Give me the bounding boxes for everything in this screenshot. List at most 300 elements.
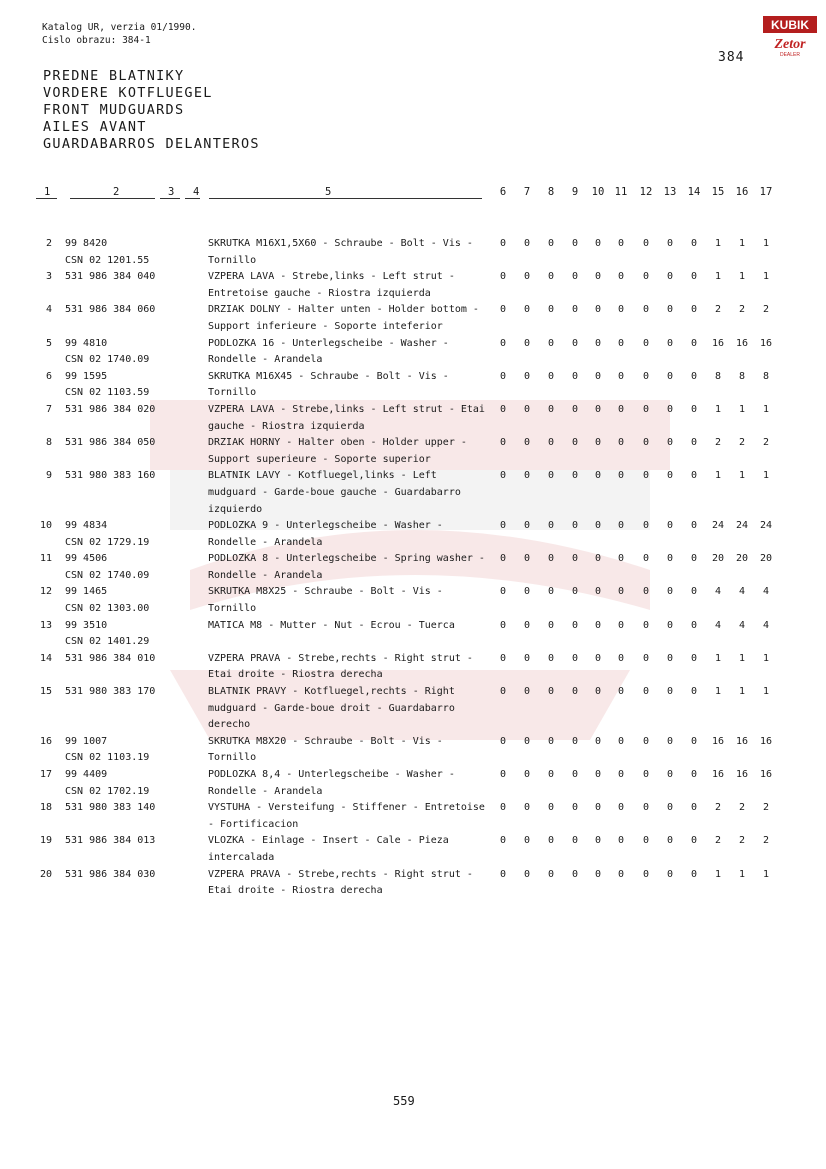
quantity-cell: 0 <box>571 686 579 698</box>
quantity-cell: 0 <box>690 619 698 631</box>
quantity-cell: 0 <box>571 735 579 747</box>
quantity-cell: 0 <box>617 271 625 283</box>
quantity-cell: 8 <box>762 370 770 382</box>
quantity-cell: 1 <box>762 686 770 698</box>
quantity-cell: 0 <box>666 619 674 631</box>
part-description: SKRUTKA M8X25 - Schraube - Bolt - Vis - Tornillo <box>208 586 443 615</box>
row-position-number: 11 <box>39 553 52 565</box>
part-number: 531 986 384 013 <box>65 835 156 847</box>
quantity-cell: 0 <box>690 735 698 747</box>
standard-number: CSN 02 1729.19 <box>65 536 150 548</box>
quantity-cell: 0 <box>499 835 507 847</box>
part-description: SKRUTKA M16X45 - Schraube - Bolt - Vis - Tornillo <box>208 370 449 399</box>
part-number: 99 4810 <box>65 337 108 349</box>
quantity-cell: 8 <box>738 370 746 382</box>
quantity-cell: 0 <box>642 403 650 415</box>
part-description: VZPERA PRAVA - Strebe,rechts - Right strut - Etai droite - Riostra derecha <box>208 652 473 681</box>
part-description: PODLOZKA 8,4 - Unterlegscheibe - Washer - Rondelle - Arandela <box>208 769 455 797</box>
quantity-cell: 0 <box>642 619 650 631</box>
quantity-cell: 2 <box>714 835 722 847</box>
standard-number: CSN 02 1303.00 <box>65 603 150 615</box>
quantity-cell: 0 <box>523 652 531 664</box>
quantity-cell: 0 <box>594 403 602 415</box>
quantity-cell: 0 <box>666 553 674 565</box>
table-row <box>0 551 826 584</box>
quantity-cell: 0 <box>571 271 579 283</box>
quantity-cell: 16 <box>735 769 749 781</box>
column-header-10: 10 <box>591 186 605 198</box>
quantity-cell: 0 <box>594 802 602 814</box>
column-underline <box>209 198 482 199</box>
row-position-number: 3 <box>45 271 52 283</box>
quantity-cell: 0 <box>690 470 698 482</box>
quantity-cell: 0 <box>547 403 555 415</box>
part-description: PODLOZKA 16 - Unterlegscheibe - Washer - Rondelle - Arandela <box>208 337 449 366</box>
part-description: VLOZKA - Einlage - Insert - Cale - Pieza intercalada <box>208 835 449 863</box>
quantity-cell: 0 <box>523 769 531 781</box>
quantity-cell: 0 <box>690 337 698 349</box>
quantity-cell: 16 <box>759 735 773 747</box>
quantity-cell: 0 <box>499 370 507 382</box>
quantity-cell: 0 <box>690 652 698 664</box>
row-position-number: 2 <box>45 238 52 249</box>
part-number: 99 4834 <box>65 520 108 532</box>
quantity-cell: 0 <box>617 553 625 565</box>
table-row <box>0 833 826 866</box>
figure-code: 384 <box>718 50 745 65</box>
quantity-cell: 0 <box>594 769 602 781</box>
part-number: 99 1007 <box>65 735 108 747</box>
logo-zetor-text: Zetor <box>774 37 806 52</box>
quantity-cell: 1 <box>738 271 746 283</box>
quantity-cell: 0 <box>499 337 507 349</box>
quantity-cell: 0 <box>642 470 650 482</box>
quantity-cell: 0 <box>642 835 650 847</box>
quantity-cell: 4 <box>762 586 770 598</box>
part-description: VZPERA LAVA - Strebe,links - Left strut - Entretoise gauche - Riostra izquierda <box>208 271 455 299</box>
quantity-cell: 0 <box>617 619 625 631</box>
quantity-cell: 0 <box>523 619 531 631</box>
logo-dealer-text: DEALER <box>779 52 801 58</box>
quantity-cell: 0 <box>690 553 698 565</box>
image-number: Cislo obrazu: 384-1 <box>42 35 151 46</box>
quantity-cell: 1 <box>762 652 770 664</box>
quantity-cell: 0 <box>666 238 674 249</box>
part-number: 531 986 384 040 <box>65 271 156 283</box>
quantity-cell: 1 <box>714 271 722 283</box>
row-position-number: 15 <box>39 686 52 698</box>
table-row <box>0 584 826 617</box>
table-row <box>0 402 826 435</box>
part-number: 99 4409 <box>65 769 108 781</box>
part-number: 99 8420 <box>65 238 108 249</box>
quantity-cell: 0 <box>499 437 507 449</box>
quantity-cell: 0 <box>594 835 602 847</box>
column-underline <box>36 198 57 199</box>
quantity-cell: 0 <box>617 652 625 664</box>
quantity-cell: 0 <box>571 802 579 814</box>
quantity-cell: 0 <box>617 304 625 316</box>
quantity-cell: 0 <box>547 271 555 283</box>
quantity-cell: 1 <box>762 403 770 415</box>
quantity-cell: 0 <box>547 304 555 316</box>
quantity-cell: 0 <box>523 370 531 382</box>
quantity-cell: 0 <box>617 835 625 847</box>
column-header-3: 3 <box>168 186 175 198</box>
quantity-cell: 1 <box>762 470 770 482</box>
quantity-cell: 0 <box>617 868 625 880</box>
quantity-cell: 24 <box>711 520 725 532</box>
quantity-cell: 1 <box>738 470 746 482</box>
part-description: DRZIAK DOLNY - Halter unten - Holder bottom - Support inferieure - Soporte inteferior <box>208 304 479 332</box>
quantity-cell: 0 <box>690 586 698 598</box>
part-number: 99 3510 <box>65 619 108 631</box>
quantity-cell: 0 <box>594 271 602 283</box>
quantity-cell: 0 <box>499 802 507 814</box>
quantity-cell: 2 <box>738 802 746 814</box>
quantity-cell: 0 <box>499 769 507 781</box>
quantity-cell: 0 <box>571 586 579 598</box>
quantity-cell: 0 <box>666 470 674 482</box>
quantity-cell: 1 <box>762 271 770 283</box>
quantity-cell: 0 <box>523 835 531 847</box>
quantity-cell: 0 <box>666 304 674 316</box>
part-description: SKRUTKA M8X20 - Schraube - Bolt - Vis - Tornillo <box>208 735 443 764</box>
quantity-cell: 1 <box>738 652 746 664</box>
part-description: PODLOZKA 8 - Unterlegscheibe - Spring washer - Rondelle - Arandela <box>208 553 485 581</box>
quantity-cell: 0 <box>690 769 698 781</box>
standard-number: CSN 02 1103.19 <box>65 752 150 764</box>
row-position-number: 18 <box>39 802 52 814</box>
quantity-cell: 0 <box>690 238 698 249</box>
quantity-cell: 0 <box>547 553 555 565</box>
quantity-cell: 0 <box>617 802 625 814</box>
quantity-cell: 0 <box>547 337 555 349</box>
quantity-cell: 16 <box>735 337 749 349</box>
quantity-cell: 24 <box>759 520 773 532</box>
part-number: 99 1465 <box>65 586 108 598</box>
column-header-8: 8 <box>547 186 555 198</box>
table-row <box>0 684 826 734</box>
quantity-cell: 20 <box>711 553 725 565</box>
part-description: SKRUTKA M16X1,5X60 - Schraube - Bolt - Vis - Tornillo <box>208 238 473 266</box>
quantity-cell: 0 <box>571 652 579 664</box>
quantity-cell: 0 <box>666 271 674 283</box>
quantity-cell: 0 <box>594 370 602 382</box>
quantity-cell: 0 <box>523 868 531 880</box>
quantity-cell: 0 <box>547 868 555 880</box>
quantity-cell: 0 <box>594 586 602 598</box>
part-description: MATICA M8 - Mutter - Nut - Ecrou - Tuerca <box>208 619 455 631</box>
table-row <box>0 734 826 767</box>
quantity-cell: 0 <box>666 437 674 449</box>
part-number: 99 1595 <box>65 370 108 382</box>
part-number: 99 4506 <box>65 553 108 565</box>
quantity-cell: 0 <box>690 403 698 415</box>
quantity-cell: 0 <box>499 520 507 532</box>
column-header-12: 12 <box>639 186 653 198</box>
quantity-cell: 4 <box>738 619 746 631</box>
row-position-number: 12 <box>39 586 52 598</box>
quantity-cell: 0 <box>666 835 674 847</box>
logo-kubik-text: KUBIK <box>771 18 809 32</box>
row-position-number: 7 <box>45 403 52 415</box>
quantity-cell: 0 <box>499 686 507 698</box>
quantity-cell: 0 <box>642 553 650 565</box>
quantity-cell: 0 <box>499 868 507 880</box>
quantity-cell: 0 <box>523 271 531 283</box>
quantity-cell: 0 <box>571 769 579 781</box>
quantity-cell: 20 <box>735 553 749 565</box>
quantity-cell: 0 <box>594 520 602 532</box>
quantity-cell: 0 <box>523 553 531 565</box>
part-number: 531 986 384 060 <box>65 304 156 316</box>
quantity-cell: 16 <box>735 735 749 747</box>
quantity-cell: 0 <box>547 769 555 781</box>
quantity-cell: 0 <box>642 520 650 532</box>
quantity-cell: 0 <box>666 868 674 880</box>
quantity-cell: 2 <box>738 835 746 847</box>
row-position-number: 10 <box>39 520 52 532</box>
quantity-cell: 0 <box>666 520 674 532</box>
quantity-cell: 24 <box>735 520 749 532</box>
row-position-number: 9 <box>45 470 52 482</box>
quantity-cell: 0 <box>617 470 625 482</box>
quantity-cell: 0 <box>499 735 507 747</box>
catalog-version: Katalog UR, verzia 01/1990. <box>42 22 197 33</box>
table-row <box>0 767 826 800</box>
quantity-cell: 4 <box>762 619 770 631</box>
quantity-cell: 0 <box>523 437 531 449</box>
column-header-9: 9 <box>571 186 579 198</box>
quantity-cell: 4 <box>714 619 722 631</box>
row-position-number: 17 <box>39 769 52 781</box>
parts-list <box>0 236 826 900</box>
standard-number: CSN 02 1103.59 <box>65 387 150 399</box>
part-description: BLATNIK LAVY - Kotfluegel,links - Left mudguard - Garde-boue gauche - Guardabarro izquierdo <box>208 470 461 515</box>
quantity-cell: 0 <box>617 686 625 698</box>
quantity-cell: 0 <box>571 835 579 847</box>
quantity-cell: 0 <box>523 686 531 698</box>
table-row <box>0 336 826 369</box>
table-row <box>0 867 826 900</box>
quantity-cell: 0 <box>594 470 602 482</box>
quantity-cell: 0 <box>666 652 674 664</box>
quantity-cell: 0 <box>617 769 625 781</box>
table-row <box>0 435 826 468</box>
part-number: 531 980 383 170 <box>65 686 156 698</box>
quantity-cell: 0 <box>547 652 555 664</box>
quantity-cell: 0 <box>523 238 531 249</box>
part-description: BLATNIK PRAVY - Kotfluegel,rechts - Right mudguard - Garde-boue droit - Guardabarro derecho <box>208 686 455 731</box>
quantity-cell: 0 <box>666 403 674 415</box>
table-row <box>0 302 826 335</box>
column-header-15: 15 <box>711 186 725 198</box>
quantity-cell: 2 <box>762 802 770 814</box>
quantity-cell: 0 <box>547 470 555 482</box>
quantity-cell: 0 <box>499 304 507 316</box>
standard-number: CSN 02 1740.09 <box>65 354 150 366</box>
quantity-cell: 0 <box>642 271 650 283</box>
quantity-cell: 1 <box>762 238 770 249</box>
quantity-cell: 0 <box>571 553 579 565</box>
quantity-cell: 16 <box>711 769 725 781</box>
quantity-cell: 0 <box>666 769 674 781</box>
quantity-cell: 0 <box>594 437 602 449</box>
quantity-cell: 0 <box>642 586 650 598</box>
quantity-cell: 0 <box>547 437 555 449</box>
title-spanish: GUARDABARROS DELANTEROS <box>43 136 260 152</box>
quantity-cell: 0 <box>617 337 625 349</box>
quantity-cell: 0 <box>594 238 602 249</box>
column-header-16: 16 <box>735 186 749 198</box>
quantity-cell: 0 <box>642 437 650 449</box>
document-meta <box>42 21 196 47</box>
quantity-cell: 8 <box>714 370 722 382</box>
column-header-4: 4 <box>193 186 200 198</box>
quantity-cell: 2 <box>714 802 722 814</box>
quantity-cell: 0 <box>547 735 555 747</box>
quantity-cell: 1 <box>714 686 722 698</box>
quantity-cell: 0 <box>594 553 602 565</box>
part-number: 531 986 384 020 <box>65 403 156 415</box>
part-description: DRZIAK HORNY - Halter oben - Holder upper - Support superieure - Soporte superior <box>208 437 467 465</box>
quantity-cell: 2 <box>762 835 770 847</box>
table-row <box>0 800 826 833</box>
quantity-cell: 0 <box>690 437 698 449</box>
quantity-cell: 0 <box>571 619 579 631</box>
standard-number: CSN 02 1740.09 <box>65 569 150 581</box>
title-slovak: PREDNE BLATNIKY <box>43 68 185 84</box>
part-number: 531 986 384 010 <box>65 652 156 664</box>
quantity-cell: 0 <box>594 652 602 664</box>
quantity-cell: 0 <box>690 868 698 880</box>
quantity-cell: 0 <box>666 370 674 382</box>
quantity-cell: 0 <box>499 470 507 482</box>
part-description: VYSTUHA - Versteifung - Stiffener - Entretoise - Fortificacion <box>208 802 485 830</box>
quantity-cell: 0 <box>571 437 579 449</box>
quantity-cell: 0 <box>617 586 625 598</box>
row-position-number: 20 <box>39 868 52 880</box>
column-underline <box>185 198 200 199</box>
quantity-cell: 0 <box>617 370 625 382</box>
column-header-6: 6 <box>499 186 507 198</box>
quantity-cell: 0 <box>523 520 531 532</box>
part-description: PODLOZKA 9 - Unterlegscheibe - Washer - Rondelle - Arandela <box>208 520 443 548</box>
row-position-number: 8 <box>45 437 52 449</box>
quantity-cell: 0 <box>499 553 507 565</box>
quantity-cell: 0 <box>547 238 555 249</box>
quantity-cell: 16 <box>759 337 773 349</box>
quantity-cell: 0 <box>617 520 625 532</box>
quantity-cell: 0 <box>617 238 625 249</box>
quantity-cell: 2 <box>714 304 722 316</box>
quantity-cell: 16 <box>711 735 725 747</box>
column-header-7: 7 <box>523 186 531 198</box>
table-row <box>0 468 826 518</box>
quantity-cell: 0 <box>499 586 507 598</box>
title-german: VORDERE KOTFLUEGEL <box>43 85 213 101</box>
quantity-cell: 1 <box>738 238 746 249</box>
quantity-cell: 1 <box>714 238 722 249</box>
part-description: VZPERA LAVA - Strebe,links - Left strut - Etai gauche - Riostra izquierda <box>208 403 485 432</box>
table-row <box>0 651 826 684</box>
standard-number: CSN 02 1401.29 <box>65 636 150 648</box>
quantity-cell: 0 <box>690 370 698 382</box>
title-english: FRONT MUDGUARDS <box>43 102 185 118</box>
quantity-cell: 0 <box>642 337 650 349</box>
quantity-cell: 0 <box>499 238 507 249</box>
quantity-cell: 0 <box>594 304 602 316</box>
quantity-cell: 2 <box>762 437 770 449</box>
row-position-number: 5 <box>45 337 52 349</box>
column-header-1: 1 <box>44 186 51 198</box>
quantity-cell: 0 <box>642 238 650 249</box>
quantity-cell: 0 <box>523 802 531 814</box>
quantity-cell: 0 <box>617 735 625 747</box>
quantity-cell: 0 <box>642 802 650 814</box>
part-number: 531 986 384 030 <box>65 868 156 880</box>
quantity-cell: 0 <box>642 652 650 664</box>
quantity-cell: 0 <box>617 437 625 449</box>
column-underline <box>160 198 180 199</box>
column-header-13: 13 <box>663 186 677 198</box>
part-description: VZPERA PRAVA - Strebe,rechts - Right strut - Etai droite - Riostra derecha <box>208 868 473 897</box>
quantity-cell: 0 <box>547 802 555 814</box>
quantity-cell: 0 <box>690 520 698 532</box>
quantity-cell: 0 <box>523 304 531 316</box>
row-position-number: 19 <box>39 835 52 847</box>
quantity-cell: 0 <box>690 304 698 316</box>
quantity-cell: 0 <box>523 735 531 747</box>
column-header-2: 2 <box>113 186 120 198</box>
table-row <box>0 618 826 651</box>
row-position-number: 13 <box>39 619 52 631</box>
quantity-cell: 16 <box>759 769 773 781</box>
quantity-cell: 0 <box>690 271 698 283</box>
quantity-cell: 1 <box>738 686 746 698</box>
column-header-14: 14 <box>687 186 701 198</box>
quantity-cell: 1 <box>714 652 722 664</box>
quantity-cell: 0 <box>642 735 650 747</box>
quantity-cell: 0 <box>499 271 507 283</box>
quantity-cell: 0 <box>499 403 507 415</box>
quantity-cell: 0 <box>666 586 674 598</box>
quantity-cell: 0 <box>499 652 507 664</box>
quantity-cell: 0 <box>571 337 579 349</box>
table-row <box>0 369 826 402</box>
quantity-cell: 0 <box>523 337 531 349</box>
quantity-cell: 1 <box>738 403 746 415</box>
table-row <box>0 236 826 269</box>
quantity-cell: 1 <box>714 403 722 415</box>
quantity-cell: 0 <box>690 802 698 814</box>
quantity-cell: 0 <box>547 619 555 631</box>
quantity-cell: 2 <box>738 304 746 316</box>
kubik-zetor-logo <box>763 16 817 58</box>
quantity-cell: 0 <box>617 403 625 415</box>
quantity-cell: 0 <box>594 337 602 349</box>
quantity-cell: 1 <box>714 470 722 482</box>
quantity-cell: 4 <box>714 586 722 598</box>
quantity-cell: 0 <box>642 769 650 781</box>
quantity-cell: 0 <box>642 868 650 880</box>
quantity-cell: 4 <box>738 586 746 598</box>
quantity-cell: 0 <box>666 735 674 747</box>
quantity-cell: 0 <box>499 619 507 631</box>
quantity-cell: 0 <box>690 835 698 847</box>
quantity-cell: 0 <box>571 470 579 482</box>
